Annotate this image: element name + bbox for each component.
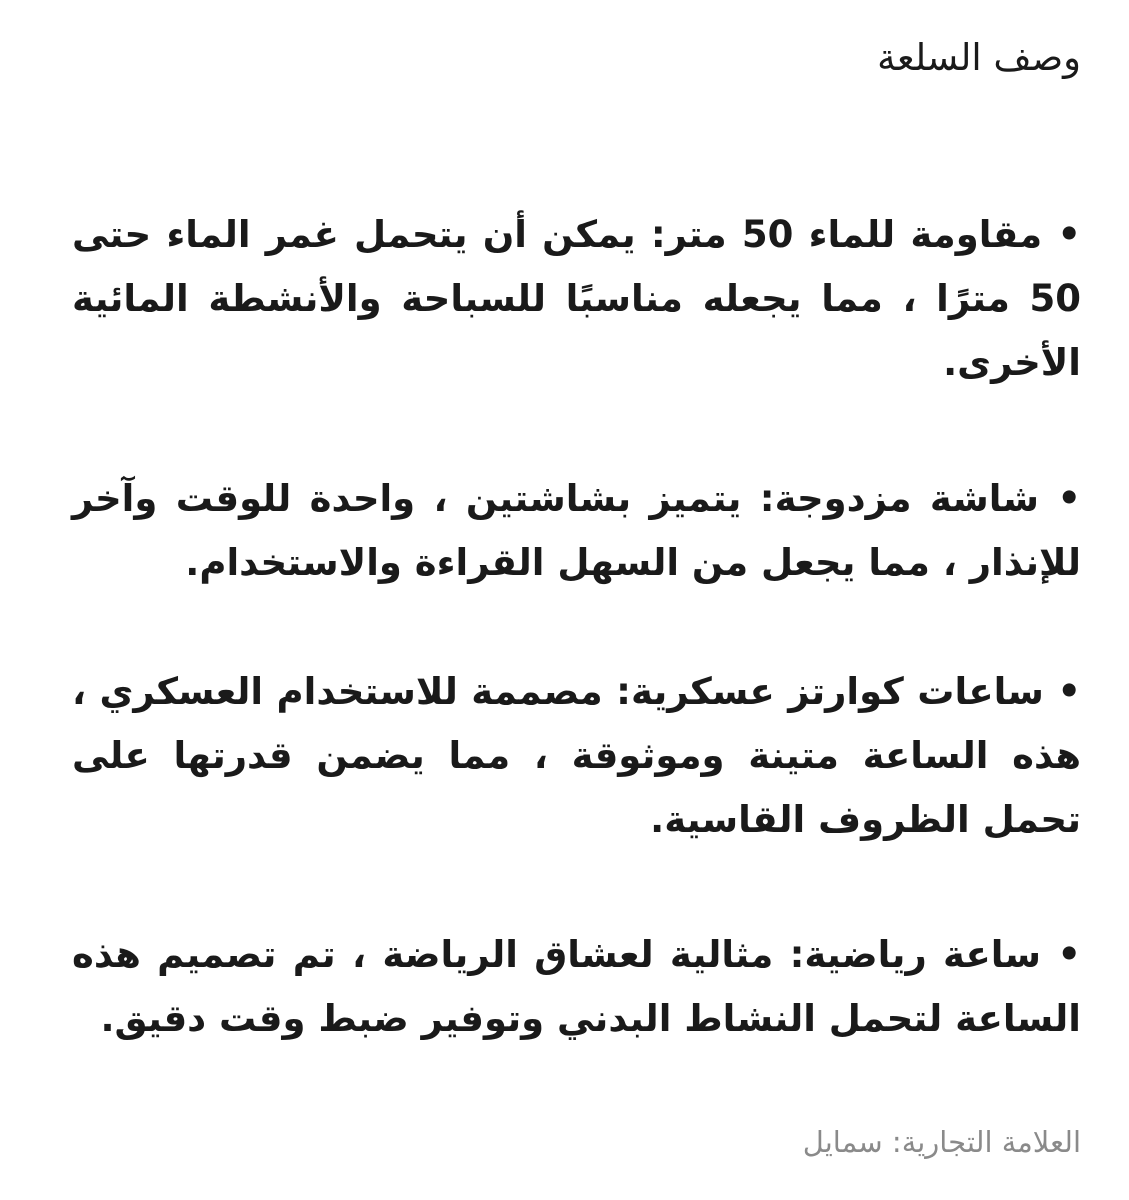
section-title: وصف السلعة [877,36,1081,79]
feature-bullet-water-resistance: • مقاومة للماء 50 متر: يمكن أن يتحمل غمر الماء حتى 50 مترًا ، مما يجعله مناسبًا للسباحة والأنشطة المائية الأخرى. [72,213,1081,384]
feature-bullet-sport-watch: • ساعة رياضية: مثالية لعشاق الرياضة ، تم تصميم هذه الساعة لتحمل النشاط البدني وتوفير ضبط وقت دقيق. [72,933,1081,1040]
brand-line: العلامة التجارية: سمايل [802,1125,1081,1159]
feature-bullet-dual-display: • شاشة مزدوجة: يتميز بشاشتين ، واحدة للوقت وآخر للإنذار ، مما يجعل من السهل القراءة والاستخدام. [72,477,1081,584]
feature-bullet-military-quartz: • ساعات كوارتز عسكرية: مصممة للاستخدام العسكري ، هذه الساعة متينة وموثوقة ، مما يضمن قدرتها على تحمل الظروف القاسية. [72,670,1081,841]
